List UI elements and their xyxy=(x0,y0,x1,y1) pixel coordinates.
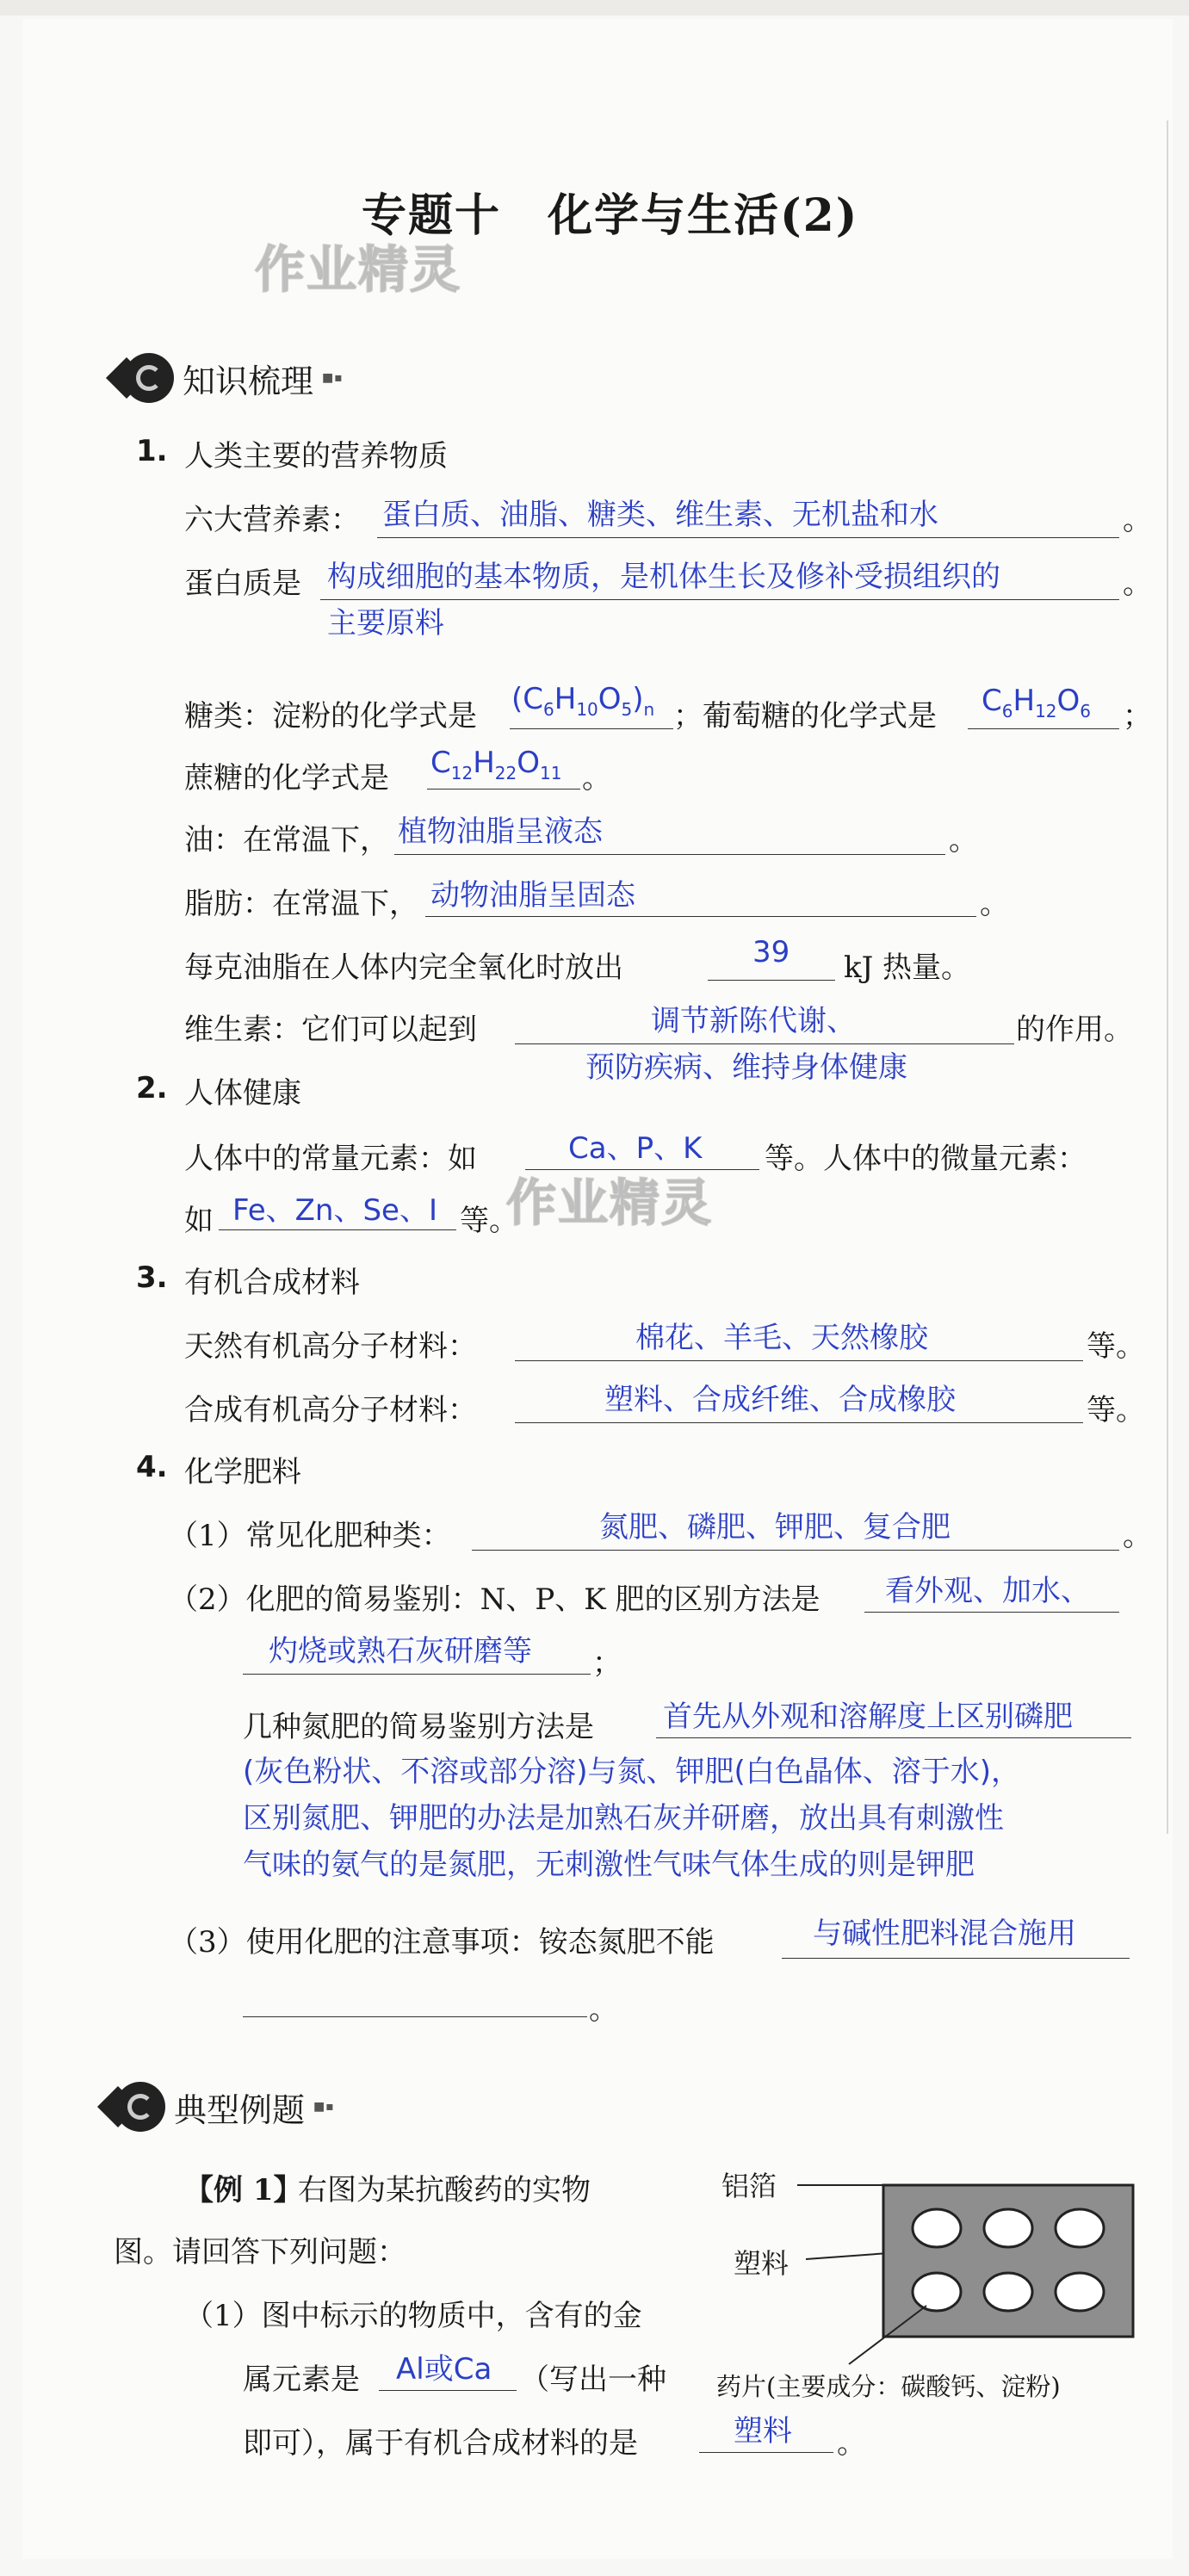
section-icon xyxy=(115,2082,165,2132)
label-vitamin-tail: 的作用。 xyxy=(1016,1012,1133,1047)
answer-fat: 动物油脂呈固态 xyxy=(430,878,635,913)
label-synthetic-polymer: 合成有机高分子材料： xyxy=(184,1393,477,1427)
answer-line xyxy=(425,916,976,917)
label-natural-polymer: 天然有机高分子材料： xyxy=(184,1329,477,1364)
answer-line xyxy=(377,537,1119,538)
section-dots-icon: ■▪ xyxy=(313,2100,335,2114)
item-heading: 化学肥料 xyxy=(184,1455,301,1489)
watermark-2: 作业精灵 xyxy=(506,1173,714,1232)
section-examples-header xyxy=(115,2082,335,2132)
answer-line xyxy=(656,1737,1131,1738)
figure-label-tablet: 药片(主要成分：碳酸钙、淀粉) xyxy=(716,2372,1061,2401)
label-glucose: ；葡萄糖的化学式是 xyxy=(673,699,937,734)
answer-nitrogen-3: 区别氮肥、钾肥的办法是加熟石灰并研磨，放出具有刺激性 xyxy=(243,1801,1004,1836)
label-micro-intro: 等。人体中的微量元素： xyxy=(765,1142,1087,1176)
section-dots-icon: ■▪ xyxy=(322,371,344,385)
answer-macro-elements: Ca、P、K xyxy=(568,1131,703,1166)
answer-vitamin-1: 调节新陈代谢、 xyxy=(651,1004,856,1038)
period: 。 xyxy=(1123,1519,1152,1553)
item-heading: 人体健康 xyxy=(184,1076,301,1111)
answer-line xyxy=(472,1550,1119,1551)
answer-line xyxy=(510,728,673,729)
answer-protein-1: 构成细胞的基本物质，是机体生长及修补受损组织的 xyxy=(327,560,1000,594)
section-icon xyxy=(124,353,174,403)
label-micro: 如 xyxy=(184,1204,214,1238)
answer-line xyxy=(394,854,945,855)
item-heading: 人类主要的营养物质 xyxy=(184,439,448,474)
item-heading: 有机合成材料 xyxy=(184,1266,360,1300)
answer-line xyxy=(864,1612,1119,1613)
answer-line xyxy=(219,1229,456,1230)
label-etc: 等。 xyxy=(1087,1393,1145,1427)
answer-npk-identify-2: 灼烧或熟石灰研磨等 xyxy=(269,1634,532,1669)
answer-natural-polymer: 棉花、羊毛、天然橡胶 xyxy=(635,1321,928,1355)
label-fertilizer-caution: （3）使用化肥的注意事项：铵态氮肥不能 xyxy=(169,1925,715,1960)
answer-fertilizer-types: 氮肥、磷肥、钾肥、复合肥 xyxy=(599,1510,951,1545)
answer-synthetic-polymer: 塑料、合成纤维、合成橡胶 xyxy=(604,1383,956,1417)
label-fat: 脂肪：在常温下， xyxy=(184,887,418,921)
item-number: 1. xyxy=(136,434,168,468)
answer-line xyxy=(515,1360,1083,1361)
answer-line xyxy=(515,1422,1083,1423)
answer-metal-element: Al或Ca xyxy=(396,2352,492,2387)
answer-line xyxy=(968,728,1119,729)
label-energy: 每克油脂在人体内完全氧化时放出 xyxy=(184,951,623,985)
antacid-blister-figure xyxy=(711,2170,1150,2385)
example-text-2: 图。请回答下列问题： xyxy=(114,2235,406,2269)
section-knowledge-header xyxy=(124,353,344,403)
answer-oil: 植物油脂呈液态 xyxy=(398,814,603,849)
section-label: 知识梳理 xyxy=(183,362,314,400)
answer-starch: $(C_6H_{10}O_5)_n$ xyxy=(511,682,655,720)
answer-line xyxy=(708,980,835,981)
example-q1-line3-pre: 即可），属于有机合成材料的是 xyxy=(243,2426,638,2461)
label-micro-tail: 等。 xyxy=(460,1204,518,1238)
label-six-nutrients: 六大营养素： xyxy=(184,503,360,537)
item-number: 2. xyxy=(136,1071,168,1105)
answer-nitrogen-4: 气味的氨气的是氮肥，无刺激性气味气体生成的则是钾肥 xyxy=(243,1848,975,1882)
item-number: 3. xyxy=(136,1260,168,1295)
answer-energy: 39 xyxy=(752,935,790,969)
page-edge xyxy=(1167,121,1180,1834)
answer-micro-elements: Fe、Zn、Se、I xyxy=(232,1193,437,1228)
answer-fertilizer-caution: 与碱性肥料混合施用 xyxy=(813,1917,1076,1951)
label-oil: 油：在常温下， xyxy=(184,823,389,858)
answer-nitrogen-2: (灰色粉状、不溶或部分溶)与氮、钾肥(白色晶体、溶于水)， xyxy=(243,1755,1021,1789)
answer-vitamin-2: 预防疾病、维持身体健康 xyxy=(585,1050,907,1085)
answer-line xyxy=(427,789,580,790)
figure-label-aluminum: 铝箔 xyxy=(721,2170,777,2202)
label-fertilizer-types: （1）常见化肥种类： xyxy=(169,1519,451,1553)
label-sucrose: 蔗糖的化学式是 xyxy=(184,761,389,796)
label-sugar: 糖类：淀粉的化学式是 xyxy=(184,699,477,734)
example-q1-line1: （1）图中标示的物质中，含有的金 xyxy=(184,2299,642,2333)
section-label: 典型例题 xyxy=(174,2090,306,2129)
answer-line xyxy=(699,2452,833,2453)
label-nitrogen-identify: 几种氮肥的简易鉴别方法是 xyxy=(243,1710,594,1744)
answer-line xyxy=(379,2390,517,2391)
answer-organic-material: 塑料 xyxy=(734,2414,792,2449)
answer-line xyxy=(782,1958,1130,1959)
answer-sucrose: $C_{12}H_{22}O_{11}$ xyxy=(430,746,562,783)
label-energy-unit: kJ 热量。 xyxy=(844,951,971,985)
period: 。 xyxy=(589,1992,618,2027)
answer-line xyxy=(243,2016,587,2017)
example-label: 【例 1】 xyxy=(184,2173,303,2208)
page-top-shade xyxy=(0,0,1189,15)
label-vitamin-text: 维生素：它们可以起到 xyxy=(184,1012,477,1047)
answer-line xyxy=(243,1674,591,1675)
answer-six-nutrients: 蛋白质、油脂、糖类、维生素、无机盐和水 xyxy=(382,498,938,532)
answer-protein-2: 主要原料 xyxy=(327,606,444,641)
semicolon: ； xyxy=(592,1646,622,1681)
label-etc: 等。 xyxy=(1087,1329,1145,1364)
example-q1-line2-pre: 属元素是 xyxy=(243,2362,360,2397)
page-title: 专题十 化学与生活(2) xyxy=(362,189,859,242)
item-number: 4. xyxy=(136,1450,168,1484)
example-q1-line2-post: （写出一种 xyxy=(520,2362,666,2397)
answer-npk-identify-1: 看外观、加水、 xyxy=(885,1574,1090,1608)
label-protein: 蛋白质是 xyxy=(184,567,301,601)
label-npk-identify: （2）化肥的简易鉴别：N、P、K 肥的区别方法是 xyxy=(169,1582,821,1617)
label-macro-elements: 人体中的常量元素：如 xyxy=(184,1142,477,1176)
example-text-1: 右图为某抗酸药的实物 xyxy=(298,2173,591,2208)
figure-label-plastic: 塑料 xyxy=(734,2247,790,2280)
watermark: 作业精灵 xyxy=(255,240,462,299)
answer-glucose: $C_6H_{12}O_6$ xyxy=(982,684,1092,721)
period: 。 xyxy=(837,2426,866,2461)
answer-nitrogen-1: 首先从外观和溶解度上区别磷肥 xyxy=(663,1700,1073,1734)
